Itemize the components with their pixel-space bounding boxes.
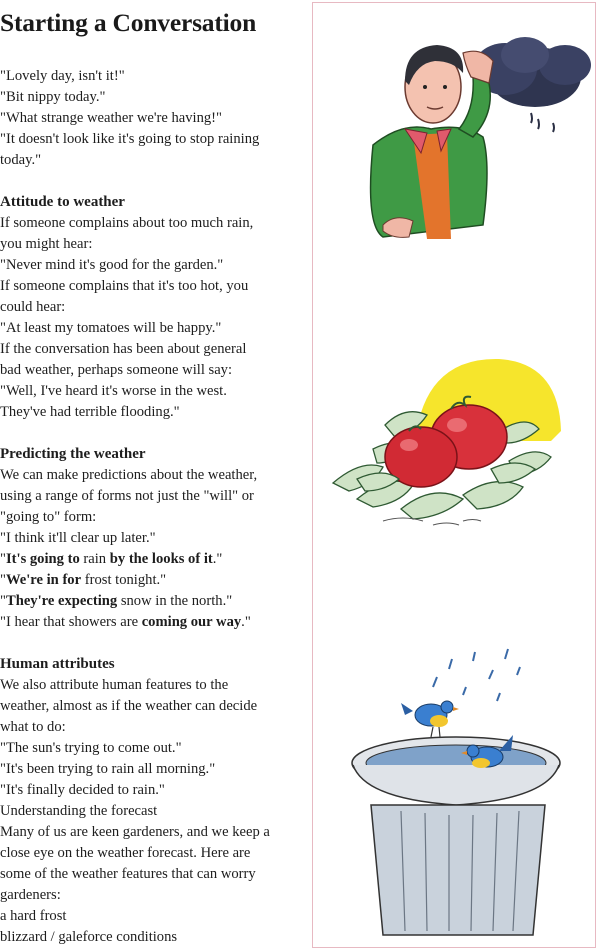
- bold-phrase: We're in for: [5, 572, 82, 588]
- human-line: a hard frost: [0, 908, 67, 924]
- human-line: what to do:: [0, 719, 66, 735]
- birdbath-illustration: [313, 639, 595, 939]
- intro-line: today.": [0, 152, 42, 168]
- illustration-panel: [312, 2, 596, 948]
- plain-text: .": [212, 551, 223, 567]
- article-text: [0, 8, 300, 948]
- example-line: [0, 570, 300, 591]
- predicting-line: using a range of forms not just the "will" or: [0, 488, 254, 504]
- attitude-line: bad weather, perhaps someone will say:: [0, 362, 233, 378]
- human-line: blizzard / galeforce conditions: [0, 929, 178, 945]
- bold-phrase: by the looks of it: [109, 551, 213, 567]
- human-line: Many of us are keen gardeners, and we keep a: [0, 824, 270, 840]
- quote-mark: ": [0, 593, 6, 609]
- page-title: Starting a Conversation: [0, 8, 257, 37]
- bold-phrase: It's going to: [5, 551, 80, 567]
- intro-line: "It doesn't look like it's going to stop raining: [0, 131, 260, 147]
- human-line: gardeners:: [0, 887, 61, 903]
- plain-text: .": [241, 614, 251, 630]
- attitude-heading: Attitude to weather: [0, 194, 125, 210]
- predicting-line: "I think it'll clear up later.": [0, 530, 156, 546]
- attitude-line: could hear:: [0, 299, 66, 315]
- human-line: some of the weather features that can worry: [0, 866, 256, 882]
- human-line: "The sun's trying to come out.": [0, 740, 182, 756]
- attitude-section: [0, 192, 300, 423]
- attitude-line: If someone complains that it's too hot, you: [0, 278, 249, 294]
- plain-text: frost tonight.": [81, 572, 167, 588]
- human-line: weather, almost as if the weather can decide: [0, 698, 258, 714]
- attitude-line: If someone complains about too much rain,: [0, 215, 254, 231]
- human-heading: Human attributes: [0, 656, 115, 672]
- bold-phrase: coming our way: [141, 614, 242, 630]
- attitude-line: "Never mind it's good for the garden.": [0, 257, 224, 273]
- plain-text: "I hear that showers are: [0, 614, 142, 630]
- attitude-line: "Well, I've heard it's worse in the west.: [0, 383, 227, 399]
- attitude-line: "At least my tomatoes will be happy.": [0, 320, 222, 336]
- example-line: [0, 612, 300, 633]
- bird-icon: [401, 701, 459, 737]
- human-line: "It's been trying to rain all morning.": [0, 761, 216, 777]
- intro-section: [0, 66, 300, 171]
- human-line: "It's finally decided to rain.": [0, 782, 165, 798]
- quote-mark: ": [0, 551, 6, 567]
- attitude-line: you might hear:: [0, 236, 93, 252]
- human-line: Understanding the forecast: [0, 803, 158, 819]
- man-rain-cloud-illustration: [313, 25, 595, 247]
- example-line: [0, 591, 300, 612]
- intro-line: "What strange weather we're having!": [0, 110, 222, 126]
- plain-text: snow in the north.": [117, 593, 233, 609]
- example-line: [0, 549, 300, 570]
- attitude-line: They've had terrible flooding.": [0, 404, 180, 420]
- human-line: We also attribute human features to the: [0, 677, 229, 693]
- intro-line: "Lovely day, isn't it!": [0, 68, 125, 84]
- intro-line: "Bit nippy today.": [0, 89, 106, 105]
- rain-cloud-icon: [473, 37, 591, 132]
- predicting-heading: Predicting the weather: [0, 446, 146, 462]
- human-line: close eye on the weather forecast. Here are: [0, 845, 251, 861]
- predicting-line: We can make predictions about the weather,: [0, 467, 258, 483]
- plain-text: rain: [79, 551, 110, 567]
- attitude-line: If the conversation has been about general: [0, 341, 247, 357]
- tomatoes-sun-illustration: [313, 349, 595, 539]
- bold-phrase: They're expecting: [5, 593, 118, 609]
- human-section: [0, 654, 300, 948]
- quote-mark: ": [0, 572, 6, 588]
- predicting-section: [0, 444, 300, 633]
- predicting-line: "going to" form:: [0, 509, 97, 525]
